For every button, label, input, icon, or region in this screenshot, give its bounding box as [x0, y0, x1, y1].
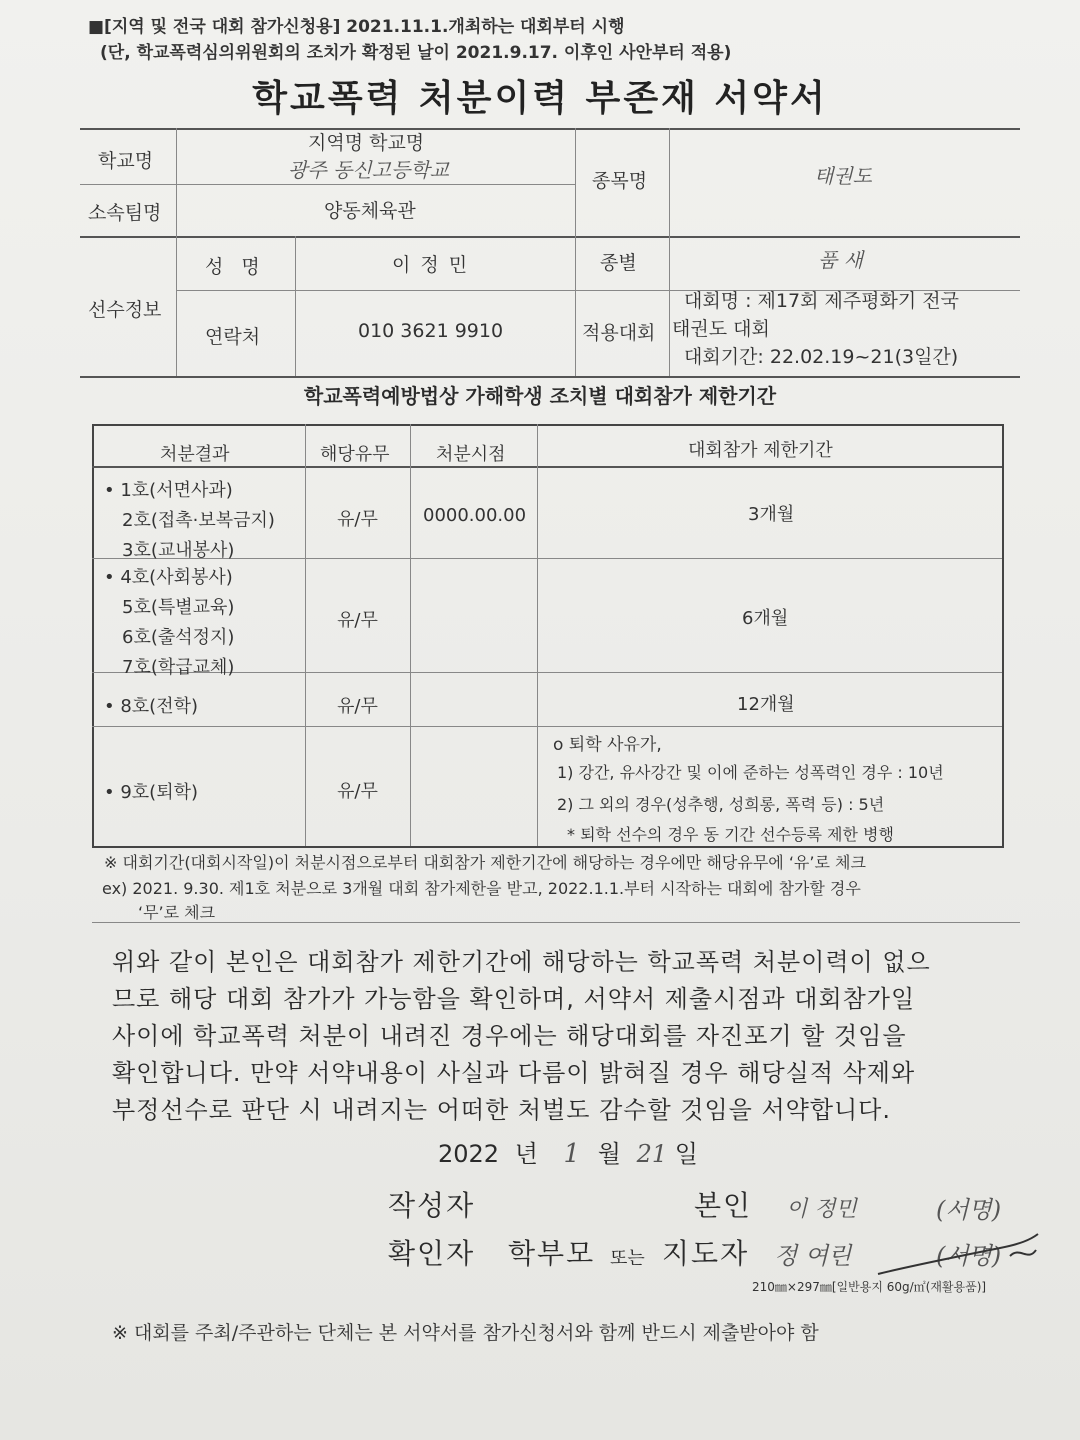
team-value: 양동체육관	[324, 200, 416, 222]
document-title: 학교폭력 처분이력 부존재 서약서	[252, 78, 828, 119]
pledge-line-1: 위와 같이 본인은 대회참가 제한기간에 해당하는 학교폭력 처분이력이 없으	[112, 948, 931, 976]
tbl-header-bottom	[92, 466, 1002, 468]
coach-name: 정 여린	[774, 1242, 852, 1270]
self-sign: (서명)	[936, 1196, 1002, 1224]
notice-line-1: ■[지역 및 전국 대회 참가신청용] 2021.11.1.개최하는 대회부터 시행	[88, 17, 625, 37]
competition-line-1: 대회명 : 제17회 제주평화기 전국	[684, 290, 959, 312]
coach-label: 지도자	[662, 1237, 750, 1270]
th-date: 처분시점	[436, 444, 506, 465]
row1-result-3: 3호(교내봉사)	[122, 540, 235, 561]
row1-applicable: 유/무	[337, 509, 378, 530]
school-value: 광주 동신고등학교	[288, 158, 449, 182]
note-line-2: ex) 2021. 9.30. 제1호 처분으로 3개월 대회 참가제한을 받고, 2022.1.1.부터 시작하는 대회에 참가할 경우	[102, 879, 861, 898]
pledge-line-2: 므로 해당 대회 참가가 가능함을 확인하며, 서약서 제출시점과 대회참가일	[112, 985, 916, 1013]
event-value: 품 새	[818, 248, 863, 272]
athlete-info-label: 선수정보	[88, 299, 162, 321]
school-hint: 지역명 학교명	[308, 132, 425, 154]
row4-result-1: • 9호(퇴학)	[104, 782, 198, 803]
contact-label: 연락처	[205, 326, 261, 348]
restriction-title: 학교폭력예방법상 가해학생 조치별 대회참가 제한기간	[303, 384, 777, 408]
competition-line-2: 태권도 대회	[672, 318, 770, 340]
row3-period: 12개월	[737, 694, 795, 715]
pledge-line-3: 사이에 학교폭력 처분이 내려진 경우에는 해당대회를 자진포기 할 것임을	[112, 1022, 907, 1050]
info-line-1	[80, 184, 575, 185]
date-year: 2022	[438, 1140, 500, 1168]
row2-period: 6개월	[742, 608, 789, 629]
info-vline-2	[295, 236, 296, 376]
contact-value: 010 3621 9910	[358, 320, 504, 342]
tbl-vline-2	[410, 424, 411, 846]
row4-period-line-3: 2) 그 외의 경우(성추행, 성희롱, 폭력 등) : 5년	[557, 795, 885, 814]
info-vline-4	[669, 128, 670, 376]
name-value: 이 정 민	[392, 254, 470, 276]
pledge-line-5: 부정선수로 판단 시 내려지는 어떠한 처벌도 감수할 것임을 서약합니다.	[112, 1096, 891, 1124]
row2-result-4: 7호(학급교체)	[122, 657, 235, 678]
note-line-1: ※ 대회기간(대회시작일)이 처분시점으로부터 대회참가 제한기간에 해당하는 경우에만 해당유무에 ‘유’로 체크	[104, 853, 866, 872]
date-month: 1	[563, 1139, 581, 1169]
th-applicable: 해당유무	[320, 444, 390, 465]
th-period: 대회참가 제한기간	[688, 440, 833, 461]
row3-applicable: 유/무	[337, 696, 378, 717]
row4-period-line-1: o 퇴학 사유가,	[553, 735, 662, 755]
competition-line-3: 대회기간: 22.02.19~21(3일간)	[684, 346, 959, 368]
footer-note: ※ 대회를 주최/주관하는 단체는 본 서약서를 참가신청서와 함께 반드시 제출받아야 함	[112, 1322, 819, 1344]
school-label: 학교명	[98, 150, 154, 172]
info-line-2	[80, 236, 1020, 238]
row2-applicable: 유/무	[337, 610, 378, 631]
row1-result-2: 2호(접촉·보복금지)	[122, 510, 275, 531]
th-result: 처분결과	[160, 444, 230, 465]
sport-value: 태권도	[814, 164, 872, 188]
name-label: 성 명	[205, 256, 266, 278]
team-label: 소속팀명	[88, 202, 162, 224]
parent-label: 학부모	[508, 1237, 596, 1270]
note-line-3: ‘무’로 체크	[138, 903, 216, 922]
date-month-unit: 월	[597, 1140, 621, 1168]
info-bottom-border	[80, 376, 1020, 378]
notice-line-2: (단, 학교폭력심의위원회의 조치가 확정된 날이 2021.9.17. 이후인 사안부터 적용)	[100, 43, 732, 63]
row4-period-line-2: 1) 강간, 유사강간 및 이에 준하는 성폭력인 경우 : 10년	[557, 763, 944, 782]
date-line	[438, 1134, 698, 1169]
confirmer-label: 확인자	[388, 1237, 476, 1270]
event-label: 종별	[600, 252, 637, 274]
competition-label: 적용대회	[582, 322, 656, 344]
info-top-border	[80, 128, 1020, 130]
row1-date: 0000.00.00	[423, 505, 527, 526]
row2-result-3: 6호(출석정지)	[122, 627, 235, 648]
date-day-unit: 일	[674, 1140, 698, 1168]
pledge-line-4: 확인합니다. 만약 서약내용이 사실과 다름이 밝혀질 경우 해당실적 삭제와	[112, 1059, 916, 1087]
row1-result-1: • 1호(서면사과)	[104, 480, 233, 501]
note-divider	[92, 922, 1020, 923]
tbl-row-line-3	[92, 726, 1002, 727]
row2-result-1: • 4호(사회봉사)	[104, 567, 233, 588]
date-day: 21	[636, 1140, 668, 1168]
paper-spec: 210㎜×297㎜[일반용지 60g/㎡(재활용품)]	[752, 1280, 987, 1294]
row4-period-line-4: * 퇴학 선수의 경우 동 기간 선수등록 제한 병행	[567, 825, 894, 844]
coach-signature-mark	[870, 1226, 1046, 1286]
or-label: 또는	[610, 1248, 645, 1269]
writer-label: 작성자	[388, 1189, 476, 1222]
coach-sign: (서명)	[936, 1242, 1002, 1270]
self-name: 이 정민	[786, 1197, 857, 1222]
info-vline-1	[176, 128, 177, 376]
tbl-vline-3	[537, 424, 538, 846]
row2-result-2: 5호(특별교육)	[122, 597, 235, 618]
date-year-unit: 년	[514, 1140, 538, 1168]
self-label: 본인	[694, 1189, 753, 1222]
row4-applicable: 유/무	[337, 781, 378, 802]
info-vline-3	[575, 128, 576, 376]
row3-result-1: • 8호(전학)	[104, 696, 198, 717]
sport-label: 종목명	[592, 170, 648, 192]
tbl-vline-1	[305, 424, 306, 846]
row1-period: 3개월	[748, 504, 795, 525]
